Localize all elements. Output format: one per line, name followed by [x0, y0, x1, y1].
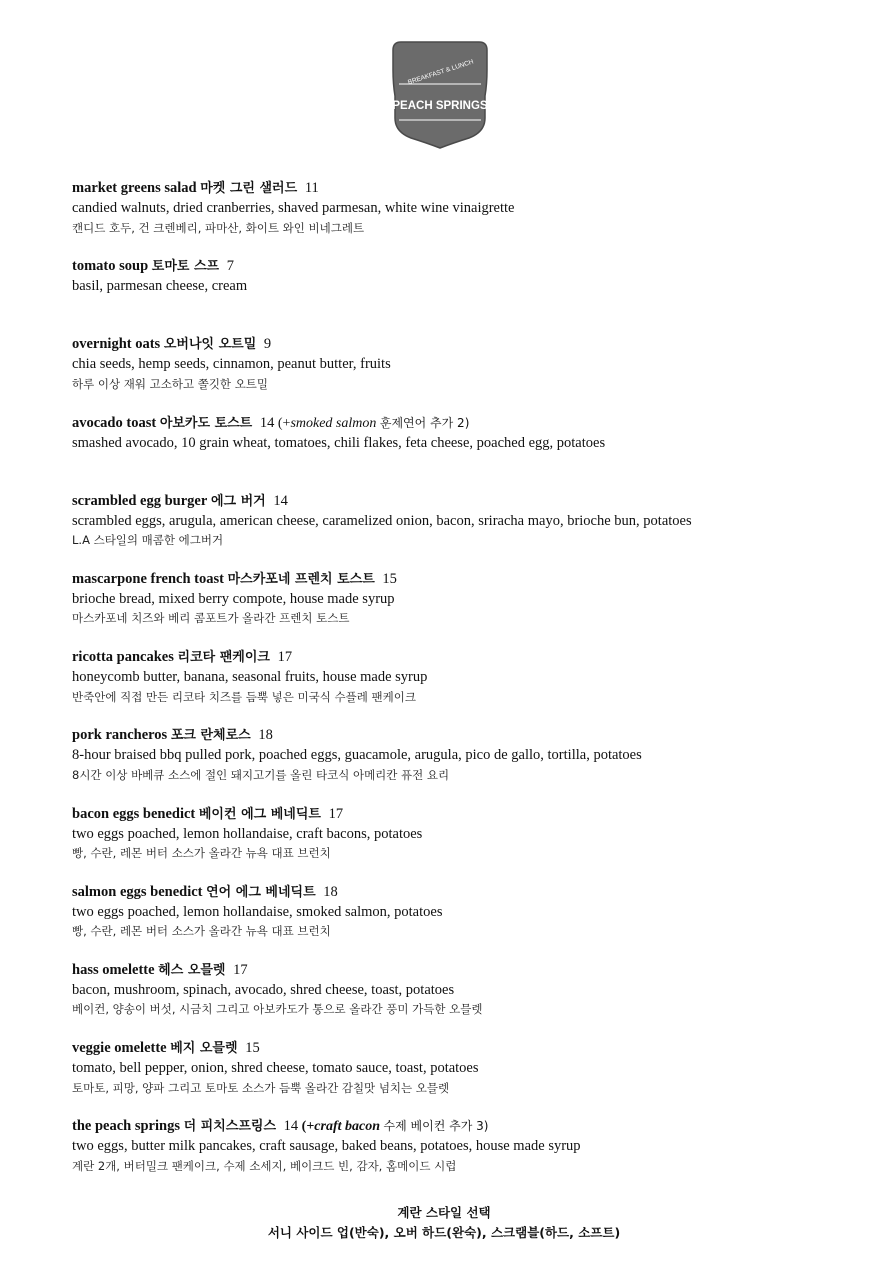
menu-item-description-korean: 계란 2개, 버터밀크 팬케이크, 수제 소세지, 베이크드 빈, 감자, 홈메이드 시럽	[72, 1158, 457, 1173]
menu-item-name-korean: 마켓 그린 샐러드	[200, 181, 298, 196]
menu-item-addon	[298, 1119, 488, 1134]
menu-item-title	[72, 334, 852, 355]
menu-item-price: 11	[304, 180, 319, 196]
menu-list	[72, 178, 852, 1194]
menu-item-name: mascarpone french toast	[72, 570, 224, 587]
menu-item-name-korean: 오버나잇 오트밀	[163, 337, 257, 353]
menu-item-description: honeycomb butter, banana, seasonal fruits, house made syrup	[72, 669, 428, 686]
menu-item-name-korean: 더 피치스프링스	[183, 1119, 277, 1135]
menu-item-description-korean: 빵, 수란, 레몬 버터 소스가 올라간 뉴욕 대표 브런치	[72, 846, 331, 860]
menu-item-price: 15	[245, 1040, 260, 1057]
menu-item-title	[72, 569, 852, 590]
menu-item-description-korean: 하루 이상 재워 고소하고 쫄깃한 오트밀	[72, 376, 269, 391]
menu-item-name: pork rancheros	[72, 727, 168, 744]
menu-item-description: tomato, bell pepper, onion, shred cheese, tomato sauce, toast, potatoes	[72, 1060, 479, 1077]
menu-item-description: candied walnuts, dried cranberries, shaved parmesan, white wine vinaigrette	[72, 200, 515, 216]
menu-item-description: two eggs poached, lemon hollandaise, craft bacons, potatoes	[72, 825, 423, 842]
menu-item-price: 9	[263, 336, 272, 353]
menu-item-name-korean: 베지 오믈렛	[170, 1041, 238, 1057]
menu-item-price: 17	[328, 805, 344, 822]
menu-item-title	[72, 413, 852, 434]
menu-item-name: bacon eggs benedict	[72, 805, 196, 822]
menu-item-description-korean: 반죽안에 직접 만든 리코타 치즈를 듬뿍 넣은 미국식 수플레 팬케이크	[72, 689, 416, 704]
menu-item-title	[72, 178, 852, 199]
menu-item	[72, 491, 852, 569]
menu-item	[72, 178, 852, 256]
menu-item-name: tomato soup	[72, 258, 149, 275]
menu-item-price: 17	[277, 649, 293, 666]
menu-item-description: two eggs, butter milk pancakes, craft sausage, baked beans, potatoes, house made syrup	[72, 1138, 581, 1155]
addon-name-korean: 훈제연어 추가 2)	[379, 415, 470, 430]
menu-item-price: 14	[259, 414, 275, 431]
addon-name-korean: 수제 베이컨 추가 3)	[383, 1119, 489, 1134]
menu-item-name: ricotta pancakes	[72, 649, 174, 666]
menu-item-description-korean: 토마토, 피망, 양파 그리고 토마토 소스가 듬뿍 올라간 감칠맛 넘치는 오믈렛	[72, 1080, 450, 1095]
menu-item	[72, 725, 852, 803]
menu-item-price: 15	[382, 570, 397, 587]
menu-item-name-korean: 연어 에그 베네딕트	[206, 884, 316, 900]
menu-item-title	[72, 256, 852, 277]
menu-item-description-korean: L.A 스타일의 매콤한 에그버거	[72, 533, 224, 548]
menu-item	[72, 334, 852, 412]
menu-item-name: avocado toast	[72, 414, 157, 431]
menu-item-description: basil, parmesan cheese, cream	[72, 278, 248, 295]
menu-item-price: 14	[283, 1118, 299, 1135]
menu-item-name-korean: 토마토 스프	[151, 259, 220, 275]
logo-top-text: BREAKFAST & LUNCH	[407, 58, 475, 87]
addon-name: craft bacon	[314, 1119, 381, 1135]
menu-item-title	[72, 960, 852, 981]
menu-item-description: two eggs poached, lemon hollandaise, smoked salmon, potatoes	[72, 903, 443, 920]
menu-item-addon	[274, 416, 469, 431]
menu-item-name-korean: 베이컨 에그 베네딕트	[198, 806, 321, 822]
menu-item	[72, 804, 852, 882]
menu-item-description: scrambled eggs, arugula, american cheese, caramelized onion, bacon, sriracha mayo, brioche bun, potatoes	[72, 512, 692, 529]
menu-item-name: hass omelette	[72, 961, 155, 978]
menu-item-name-korean: 헤스 오믈렛	[158, 962, 226, 978]
addon-open: (+	[301, 1119, 315, 1135]
menu-item-name: veggie omelette	[72, 1040, 167, 1057]
logo-main-text: PEACH SPRINGS	[392, 100, 488, 112]
menu-item-price: 14	[273, 492, 288, 509]
menu-item-name: scrambled egg burger	[72, 492, 208, 509]
egg-style-note	[0, 1203, 888, 1243]
menu-item-price: 18	[323, 883, 338, 900]
menu-item	[72, 647, 852, 725]
menu-item-description: bacon, mushroom, spinach, avocado, shred cheese, toast, potatoes	[72, 981, 455, 998]
menu-item-description-korean: 빵, 수란, 레몬 버터 소스가 올라간 뉴욕 대표 브런치	[72, 924, 331, 939]
menu-item-price: 18	[258, 727, 273, 744]
menu-item-description: chia seeds, hemp seeds, cinnamon, peanut butter, fruits	[72, 356, 391, 373]
menu-item-description-korean: 8시간 이상 바베큐 소스에 절인 돼지고기를 올린 타코식 아메리칸 퓨전 요리	[72, 767, 450, 782]
menu-item	[72, 1038, 852, 1116]
restaurant-logo	[389, 40, 491, 150]
egg-style-title: 계란 스타일 선택	[397, 1205, 491, 1220]
menu-item-description: smashed avocado, 10 grain wheat, tomatoes, chili flakes, feta cheese, poached egg, potatoes	[72, 434, 606, 451]
menu-item-title	[72, 725, 852, 746]
shield-shape	[393, 42, 487, 148]
menu-item-name-korean: 마스카포네 프렌치 토스트	[227, 571, 375, 587]
menu-item-title	[72, 647, 852, 668]
menu-item-price: 17	[233, 961, 248, 978]
menu-item-price: 7	[226, 258, 234, 275]
menu-item-name: salmon eggs benedict	[72, 883, 203, 900]
menu-item-title	[72, 804, 852, 825]
menu-item-title	[72, 882, 852, 903]
menu-item-title	[72, 1116, 852, 1137]
menu-item-title	[72, 1038, 852, 1059]
menu-item-description: brioche bread, mixed berry compote, house made syrup	[72, 590, 395, 607]
menu-item	[72, 960, 852, 1038]
menu-item	[72, 882, 852, 960]
menu-item-description-korean: 마스카포네 치즈와 베리 콤포트가 올라간 프렌치 토스트	[72, 611, 350, 626]
menu-item-name-korean: 에그 버거	[210, 493, 266, 509]
menu-item-title	[72, 491, 852, 512]
addon-name: smoked salmon	[290, 415, 377, 431]
menu-item-name: overnight oats	[72, 336, 161, 353]
menu-item-name-korean: 아보카도 토스트	[159, 415, 253, 431]
menu-item-name-korean: 리코타 팬케이크	[177, 650, 270, 666]
egg-style-options: 서니 사이드 업(반숙), 오버 하드(완숙), 스크램블(하드, 소프트)	[267, 1225, 621, 1240]
menu-item	[72, 413, 852, 491]
menu-item	[72, 569, 852, 647]
menu-item	[72, 256, 852, 334]
menu-item	[72, 1116, 852, 1194]
menu-item-description-korean: 캔디드 호두, 건 크렌베리, 파마산, 화이트 와인 비네그레트	[72, 220, 365, 235]
menu-item-description-korean: 베이컨, 양송이 버섯, 시금치 그리고 아보카도가 통으로 올라간 풍미 가득한 오믈렛	[72, 1002, 483, 1017]
menu-item-name-korean: 포크 란체로스	[170, 728, 251, 744]
addon-open: (+	[277, 415, 291, 431]
menu-item-description: 8-hour braised bbq pulled pork, poached eggs, guacamole, arugula, pico de gallo, tortilla, potatoes	[72, 747, 642, 764]
menu-item-name: the peach springs	[72, 1118, 180, 1135]
menu-item-name: market greens salad	[72, 180, 197, 196]
